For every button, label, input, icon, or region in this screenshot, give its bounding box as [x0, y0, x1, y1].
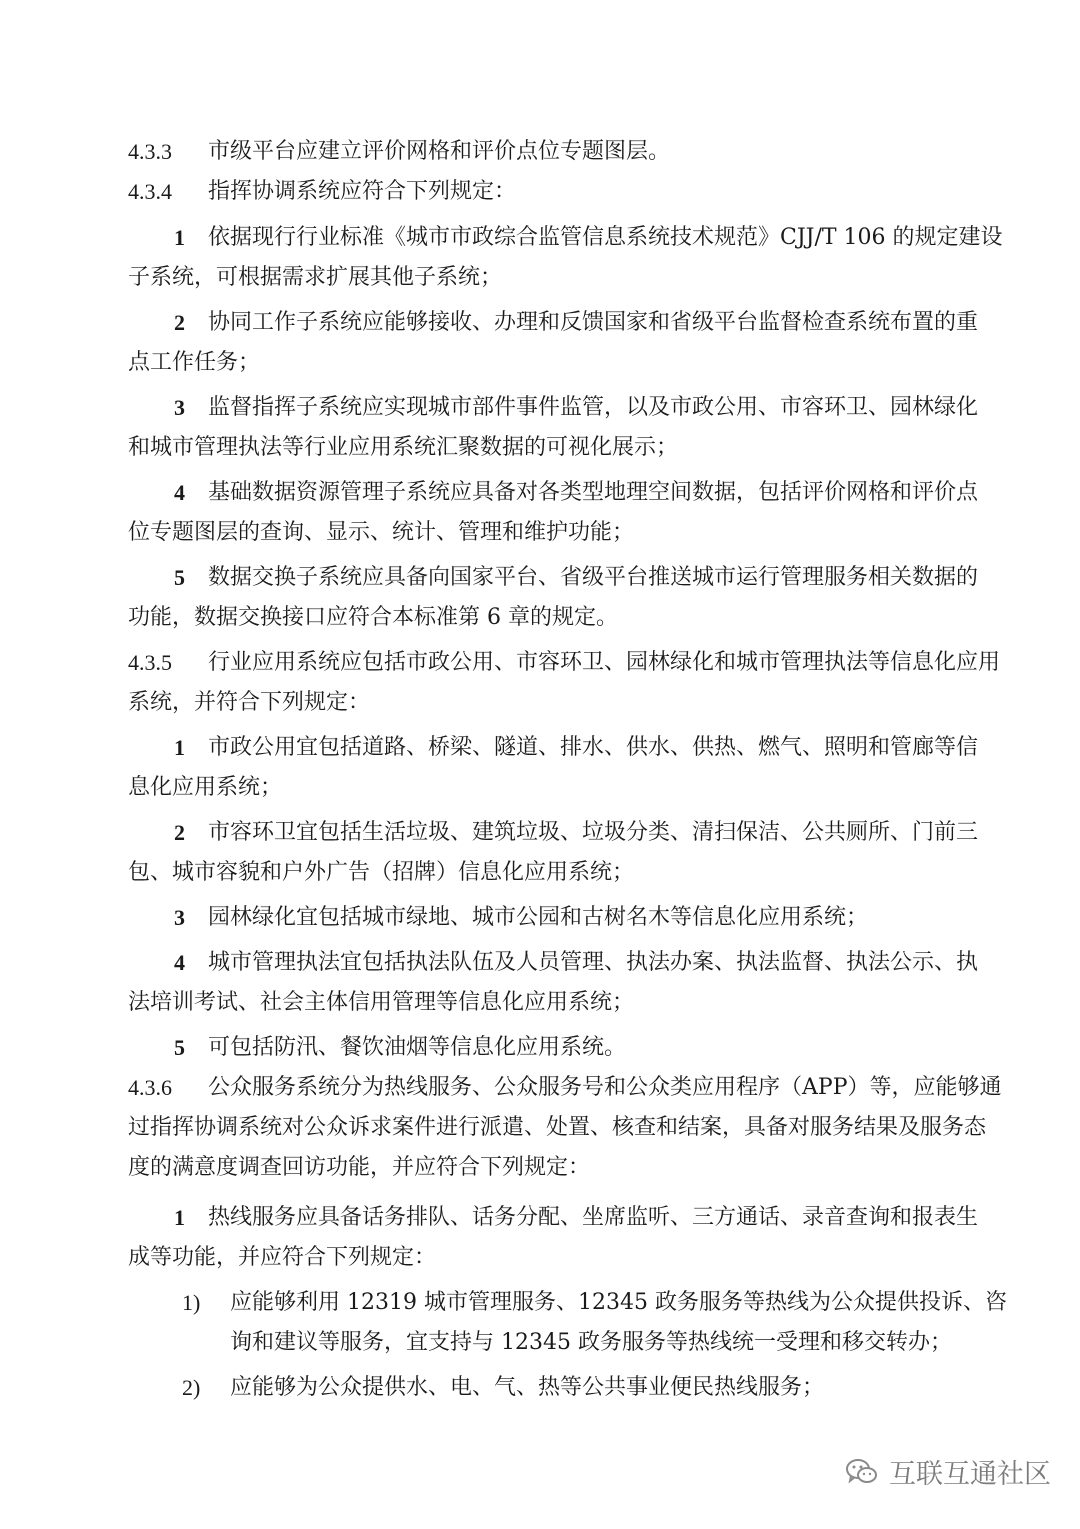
item-text: 可包括防汛、餐饮油烟等信息化应用系统。 [208, 1035, 627, 1060]
item-text: 园林绿化宜包括城市绿地、城市公园和古树名木等信息化应用系统； [208, 905, 869, 930]
item-text: 热线服务应具备话务排队、话务分配、坐席监听、三方通话、录音查询和报表生 [208, 1205, 979, 1230]
item-text-continued: 功能，数据交换接口应符合本标准第 6 章的规定。 [128, 605, 618, 630]
sub-item-text: 应能够为公众提供水、电、气、热等公共事业便民热线服务； [230, 1375, 825, 1400]
item-number: 5 [174, 565, 185, 590]
item-number: 4 [174, 480, 185, 505]
item-text-continued: 包、城市容貌和户外广告（招牌）信息化应用系统； [128, 860, 635, 885]
item-number: 4 [174, 950, 185, 975]
item-number: 3 [174, 395, 185, 420]
item-text-continued: 位专题图层的查询、显示、统计、管理和维护功能； [128, 520, 635, 545]
item-text-continued: 子系统，可根据需求扩展其他子系统； [128, 265, 503, 290]
item-text: 市容环卫宜包括生活垃圾、建筑垃圾、垃圾分类、清扫保洁、公共厕所、门前三 [208, 820, 979, 845]
sub-item-text: 应能够利用 12319 城市管理服务、12345 政务服务等热线为公众提供投诉、咨 [230, 1290, 1007, 1315]
item-text-continued: 成等功能，并应符合下列规定： [128, 1245, 437, 1270]
section-number: 4.3.6 [128, 1075, 172, 1100]
section-text-continued: 过指挥协调系统对公众诉求案件进行派遣、处置、核查和结案，具备对服务结果及服务态 [128, 1115, 987, 1140]
item-text: 数据交换子系统应具备向国家平台、省级平台推送城市运行管理服务相关数据的 [208, 565, 979, 590]
sub-item-text-continued: 询和建议等服务，宜支持与 12345 政务服务等热线统一受理和移交转办； [230, 1330, 952, 1355]
item-text-continued: 息化应用系统； [128, 775, 283, 800]
item-text: 基础数据资源管理子系统应具备对各类型地理空间数据，包括评价网格和评价点 [208, 480, 979, 505]
item-number: 1 [174, 1205, 185, 1230]
section-number: 4.3.5 [128, 650, 172, 675]
item-number: 1 [174, 225, 185, 250]
section-number: 4.3.3 [128, 139, 172, 164]
watermark-text: 互联互通社区 [889, 1459, 1051, 1490]
section-text: 指挥协调系统应符合下列规定： [208, 179, 517, 204]
item-number: 3 [174, 905, 185, 930]
section-number: 4.3.4 [128, 179, 172, 204]
item-text: 依据现行行业标准《城市市政综合监管信息系统技术规范》CJJ/T 106 的规定建设 [208, 225, 1003, 250]
item-text-continued: 法培训考试、社会主体信用管理等信息化应用系统； [128, 990, 635, 1015]
item-text: 市政公用宜包括道路、桥梁、隧道、排水、供水、供热、燃气、照明和管廊等信 [208, 735, 979, 760]
item-text-continued: 点工作任务； [128, 350, 261, 375]
item-text: 协同工作子系统应能够接收、办理和反馈国家和省级平台监督检查系统布置的重 [208, 310, 979, 335]
item-number: 5 [174, 1035, 185, 1060]
section-text-continued: 系统，并符合下列规定： [128, 690, 371, 715]
item-number: 2 [174, 820, 185, 845]
item-number: 1 [174, 735, 185, 760]
item-text: 监督指挥子系统应实现城市部件事件监管，以及市政公用、市容环卫、园林绿化 [208, 395, 979, 420]
section-text: 行业应用系统应包括市政公用、市容环卫、园林绿化和城市管理执法等信息化应用 [208, 650, 1001, 675]
wechat-icon [845, 1457, 879, 1487]
item-number: 2 [174, 310, 185, 335]
watermark [845, 1452, 1051, 1491]
section-text: 公众服务系统分为热线服务、公众服务号和公众类应用程序（APP）等，应能够通 [208, 1075, 1002, 1100]
item-text-continued: 和城市管理执法等行业应用系统汇聚数据的可视化展示； [128, 435, 679, 460]
sub-item-number: 2) [182, 1375, 201, 1400]
section-text-continued: 度的满意度调查回访功能，并应符合下列规定： [128, 1155, 591, 1180]
item-text: 城市管理执法宜包括执法队伍及人员管理、执法办案、执法监督、执法公示、执 [208, 950, 979, 975]
sub-item-number: 1) [182, 1290, 201, 1315]
section-text: 市级平台应建立评价网格和评价点位专题图层。 [208, 139, 671, 164]
